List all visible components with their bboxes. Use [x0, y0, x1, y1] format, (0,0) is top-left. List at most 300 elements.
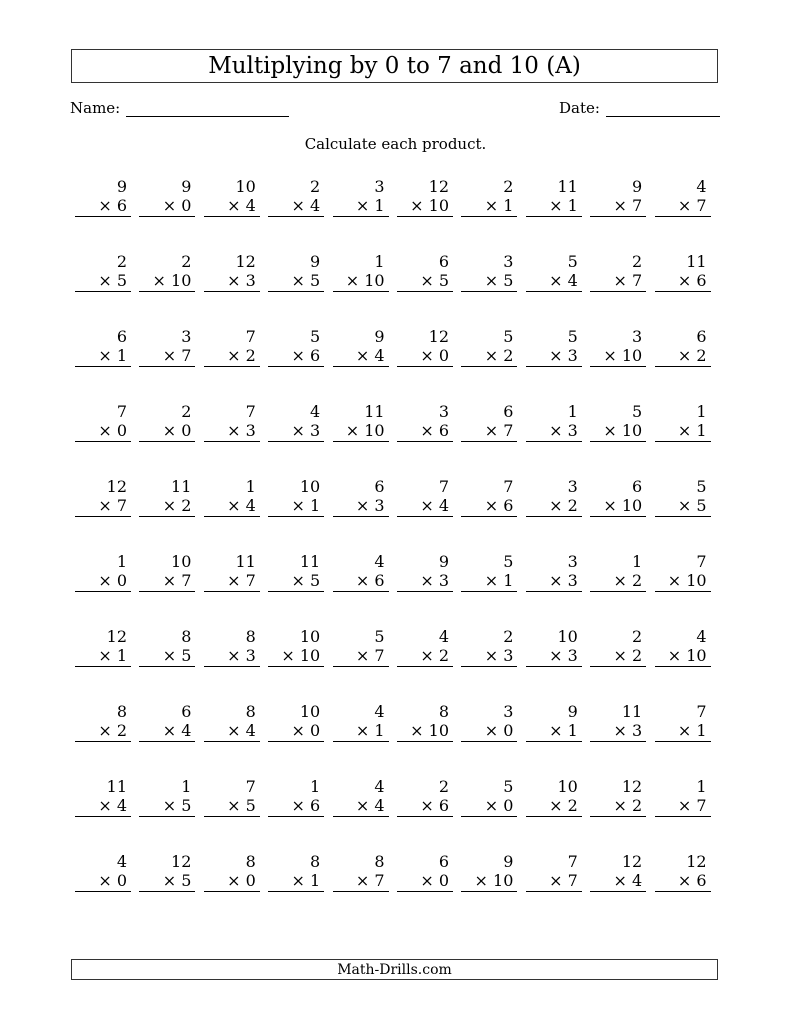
date-blank-line[interactable]: [606, 98, 720, 117]
multiplicand: 10: [557, 627, 578, 646]
multiplicand: 6: [374, 477, 385, 496]
multiplier: × 6: [333, 571, 389, 592]
multiplier: × 10: [655, 571, 711, 592]
problem-item: [139, 702, 195, 742]
multiplier: × 1: [655, 421, 711, 442]
multiplier: × 10: [333, 421, 389, 442]
problem-item: [655, 252, 711, 292]
problem-item: [268, 402, 324, 442]
multiplicand: 2: [503, 177, 514, 196]
multiplier: × 2: [590, 796, 646, 817]
multiplicand: 9: [310, 252, 321, 271]
multiplicand: 4: [374, 777, 385, 796]
problem-item: [590, 252, 646, 292]
multiplicand: 7: [245, 402, 256, 421]
multiplier: × 1: [655, 721, 711, 742]
multiplicand: 11: [686, 252, 707, 271]
multiplicand: 6: [696, 327, 707, 346]
multiplier: × 0: [461, 796, 517, 817]
multiplicand: 3: [567, 552, 578, 571]
multiplier: × 4: [397, 496, 453, 517]
problem-item: [75, 852, 131, 892]
problem-item: [397, 627, 453, 667]
problem-item: [268, 627, 324, 667]
multiplicand: 8: [438, 702, 449, 721]
multiplier: × 1: [333, 721, 389, 742]
multiplicand: 4: [374, 702, 385, 721]
multiplicand: 12: [171, 852, 192, 871]
problem-item: [139, 852, 195, 892]
multiplier: × 4: [333, 796, 389, 817]
multiplicand: 1: [567, 402, 578, 421]
multiplicand: 10: [171, 552, 192, 571]
problem-item: [75, 477, 131, 517]
name-label: Name:: [70, 99, 121, 117]
multiplier: × 3: [204, 646, 260, 667]
multiplier: × 3: [526, 571, 582, 592]
multiplicand: 12: [106, 627, 127, 646]
multiplier: × 3: [268, 421, 324, 442]
multiplicand: 5: [696, 477, 707, 496]
multiplier: × 4: [204, 196, 260, 217]
multiplicand: 3: [374, 177, 385, 196]
multiplicand: 2: [181, 402, 192, 421]
multiplicand: 9: [632, 177, 643, 196]
problem-item: [461, 252, 517, 292]
multiplicand: 12: [235, 252, 256, 271]
problem-item: [268, 477, 324, 517]
multiplicand: 4: [438, 627, 449, 646]
multiplicand: 5: [503, 777, 514, 796]
problem-item: [333, 327, 389, 367]
multiplier: × 10: [333, 271, 389, 292]
multiplier: × 7: [655, 196, 711, 217]
problem-item: [139, 177, 195, 217]
multiplicand: 10: [557, 777, 578, 796]
problem-item: [526, 327, 582, 367]
multiplier: × 0: [139, 196, 195, 217]
problem-item: [655, 177, 711, 217]
name-field: [70, 98, 289, 117]
multiplicand: 1: [310, 777, 321, 796]
multiplier: × 6: [655, 271, 711, 292]
multiplier: × 7: [333, 646, 389, 667]
multiplier: × 3: [397, 571, 453, 592]
multiplier: × 7: [590, 196, 646, 217]
multiplier: × 7: [590, 271, 646, 292]
problem-item: [333, 552, 389, 592]
multiplicand: 10: [235, 177, 256, 196]
problem-item: [204, 252, 260, 292]
multiplicand: 8: [181, 627, 192, 646]
multiplier: × 4: [139, 721, 195, 742]
multiplier: × 1: [333, 196, 389, 217]
multiplicand: 1: [181, 777, 192, 796]
multiplier: × 5: [268, 571, 324, 592]
multiplier: × 4: [526, 271, 582, 292]
problem-item: [461, 552, 517, 592]
problem-item: [590, 327, 646, 367]
problem-item: [204, 477, 260, 517]
multiplier: × 4: [204, 496, 260, 517]
problem-item: [75, 252, 131, 292]
problem-item: [204, 402, 260, 442]
multiplicand: 3: [632, 327, 643, 346]
multiplier: × 7: [75, 496, 131, 517]
problem-item: [590, 852, 646, 892]
problem-item: [204, 327, 260, 367]
multiplier: × 2: [526, 496, 582, 517]
problem-item: [397, 702, 453, 742]
multiplier: × 10: [268, 646, 324, 667]
footer: Math-Drills.com: [71, 959, 718, 980]
multiplier: × 0: [397, 346, 453, 367]
multiplier: × 2: [590, 571, 646, 592]
multiplicand: 1: [245, 477, 256, 496]
multiplier: × 10: [139, 271, 195, 292]
multiplicand: 7: [245, 777, 256, 796]
multiplier: × 1: [461, 196, 517, 217]
problem-item: [461, 777, 517, 817]
problem-item: [397, 552, 453, 592]
multiplier: × 3: [590, 721, 646, 742]
multiplier: × 3: [461, 646, 517, 667]
multiplier: × 10: [590, 496, 646, 517]
problem-item: [590, 627, 646, 667]
multiplicand: 10: [299, 627, 321, 646]
problem-item: [397, 477, 453, 517]
problem-item: [268, 552, 324, 592]
problem-item: [268, 327, 324, 367]
multiplicand: 5: [567, 252, 578, 271]
multiplier: × 10: [590, 421, 646, 442]
multiplier: × 4: [268, 196, 324, 217]
multiplier: × 5: [204, 796, 260, 817]
problem-item: [655, 327, 711, 367]
multiplier: × 1: [268, 496, 324, 517]
problem-item: [139, 777, 195, 817]
problem-item: [526, 627, 582, 667]
multiplier: × 7: [461, 421, 517, 442]
problem-item: [655, 552, 711, 592]
multiplier: × 7: [655, 796, 711, 817]
multiplicand: 1: [116, 552, 127, 571]
multiplier: × 10: [397, 721, 453, 742]
problem-item: [590, 177, 646, 217]
problem-item: [397, 327, 453, 367]
multiplier: × 0: [75, 871, 131, 892]
multiplier: × 10: [655, 646, 711, 667]
multiplier: × 10: [461, 871, 517, 892]
problem-item: [139, 402, 195, 442]
multiplicand: 5: [310, 327, 321, 346]
date-field: [559, 98, 720, 117]
problem-item: [526, 477, 582, 517]
problem-item: [204, 777, 260, 817]
multiplier: × 3: [526, 646, 582, 667]
multiplier: × 7: [526, 871, 582, 892]
problem-item: [397, 252, 453, 292]
problem-item: [461, 477, 517, 517]
multiplicand: 5: [503, 552, 514, 571]
multiplicand: 10: [299, 702, 321, 721]
multiplier: × 6: [268, 796, 324, 817]
multiplicand: 6: [632, 477, 643, 496]
problem-item: [204, 177, 260, 217]
multiplier: × 10: [590, 346, 646, 367]
problem-item: [204, 552, 260, 592]
problem-item: [461, 327, 517, 367]
multiplier: × 5: [268, 271, 324, 292]
multiplicand: 5: [632, 402, 643, 421]
multiplicand: 11: [621, 702, 643, 721]
multiplicand: 1: [632, 552, 643, 571]
problem-item: [204, 702, 260, 742]
multiplicand: 12: [686, 852, 707, 871]
multiplicand: 12: [621, 777, 643, 796]
multiplicand: 11: [299, 552, 321, 571]
name-blank-line[interactable]: [126, 98, 289, 117]
problem-item: [333, 477, 389, 517]
multiplicand: 3: [181, 327, 192, 346]
problem-item: [333, 252, 389, 292]
multiplier: × 6: [397, 796, 453, 817]
multiplier: × 3: [526, 421, 582, 442]
multiplicand: 8: [374, 852, 385, 871]
multiplier: × 5: [139, 871, 195, 892]
multiplier: × 0: [139, 421, 195, 442]
problem-item: [461, 402, 517, 442]
multiplicand: 8: [310, 852, 321, 871]
multiplier: × 1: [461, 571, 517, 592]
problem-item: [526, 252, 582, 292]
problem-item: [526, 777, 582, 817]
multiplicand: 5: [567, 327, 578, 346]
problem-item: [75, 627, 131, 667]
problem-item: [590, 477, 646, 517]
multiplicand: 11: [106, 777, 127, 796]
problem-item: [655, 852, 711, 892]
problem-item: [333, 852, 389, 892]
multiplicand: 4: [310, 402, 321, 421]
multiplicand: 8: [116, 702, 127, 721]
problem-item: [461, 627, 517, 667]
multiplier: × 2: [139, 496, 195, 517]
multiplicand: 7: [503, 477, 514, 496]
multiplicand: 11: [557, 177, 578, 196]
multiplicand: 1: [374, 252, 385, 271]
problem-item: [268, 252, 324, 292]
multiplier: × 0: [397, 871, 453, 892]
multiplier: × 0: [75, 421, 131, 442]
problem-item: [397, 402, 453, 442]
multiplier: × 1: [75, 646, 131, 667]
multiplier: × 0: [268, 721, 324, 742]
problem-item: [333, 177, 389, 217]
problem-item: [397, 777, 453, 817]
problem-item: [655, 777, 711, 817]
problem-item: [333, 702, 389, 742]
multiplicand: 6: [438, 852, 449, 871]
multiplier: × 0: [75, 571, 131, 592]
multiplier: × 1: [75, 346, 131, 367]
problem-item: [204, 852, 260, 892]
problem-item: [268, 702, 324, 742]
multiplier: × 1: [526, 196, 582, 217]
multiplicand: 11: [235, 552, 256, 571]
multiplicand: 10: [299, 477, 321, 496]
date-label: Date:: [559, 99, 600, 117]
problem-item: [655, 402, 711, 442]
problem-item: [526, 552, 582, 592]
multiplier: × 2: [397, 646, 453, 667]
multiplicand: 6: [438, 252, 449, 271]
multiplicand: 5: [374, 627, 385, 646]
multiplier: × 10: [397, 196, 453, 217]
multiplicand: 7: [696, 552, 707, 571]
multiplicand: 12: [106, 477, 127, 496]
problem-grid: [75, 177, 715, 897]
multiplier: × 2: [75, 721, 131, 742]
multiplier: × 3: [204, 271, 260, 292]
multiplier: × 6: [461, 496, 517, 517]
problem-item: [397, 852, 453, 892]
multiplicand: 4: [374, 552, 385, 571]
multiplicand: 1: [696, 402, 707, 421]
problem-item: [655, 702, 711, 742]
multiplier: × 3: [204, 421, 260, 442]
multiplier: × 5: [461, 271, 517, 292]
multiplicand: 9: [181, 177, 192, 196]
worksheet-title: Multiplying by 0 to 7 and 10 (A): [71, 49, 718, 83]
problem-item: [461, 852, 517, 892]
multiplicand: 6: [181, 702, 192, 721]
multiplier: × 2: [204, 346, 260, 367]
problem-item: [590, 402, 646, 442]
multiplier: × 4: [590, 871, 646, 892]
problem-item: [526, 177, 582, 217]
problem-item: [139, 627, 195, 667]
multiplicand: 9: [116, 177, 127, 196]
multiplier: × 7: [139, 571, 195, 592]
problem-item: [655, 477, 711, 517]
multiplicand: 8: [245, 852, 256, 871]
multiplier: × 0: [461, 721, 517, 742]
problem-item: [333, 627, 389, 667]
problem-item: [75, 327, 131, 367]
multiplier: × 2: [526, 796, 582, 817]
multiplicand: 2: [632, 627, 643, 646]
multiplier: × 5: [655, 496, 711, 517]
problem-item: [75, 402, 131, 442]
problem-item: [204, 627, 260, 667]
multiplicand: 11: [171, 477, 192, 496]
multiplicand: 5: [503, 327, 514, 346]
problem-item: [590, 702, 646, 742]
multiplicand: 7: [438, 477, 449, 496]
multiplicand: 2: [181, 252, 192, 271]
multiplier: × 4: [333, 346, 389, 367]
multiplicand: 8: [245, 702, 256, 721]
multiplier: × 7: [139, 346, 195, 367]
multiplier: × 7: [333, 871, 389, 892]
multiplier: × 2: [590, 646, 646, 667]
problem-item: [333, 402, 389, 442]
multiplier: × 0: [204, 871, 260, 892]
multiplicand: 2: [438, 777, 449, 796]
multiplicand: 2: [503, 627, 514, 646]
multiplier: × 5: [397, 271, 453, 292]
multiplicand: 2: [310, 177, 321, 196]
multiplier: × 4: [75, 796, 131, 817]
multiplier: × 6: [75, 196, 131, 217]
multiplicand: 7: [567, 852, 578, 871]
multiplicand: 7: [245, 327, 256, 346]
multiplicand: 4: [116, 852, 127, 871]
multiplier: × 5: [139, 796, 195, 817]
multiplier: × 4: [204, 721, 260, 742]
multiplicand: 6: [503, 402, 514, 421]
multiplicand: 2: [632, 252, 643, 271]
multiplicand: 3: [438, 402, 449, 421]
problem-item: [75, 777, 131, 817]
multiplicand: 9: [374, 327, 385, 346]
problem-item: [75, 552, 131, 592]
multiplier: × 3: [333, 496, 389, 517]
multiplier: × 6: [397, 421, 453, 442]
multiplier: × 5: [75, 271, 131, 292]
problem-item: [75, 702, 131, 742]
problem-item: [139, 252, 195, 292]
instructions: Calculate each product.: [304, 135, 487, 153]
problem-item: [526, 852, 582, 892]
multiplicand: 3: [503, 252, 514, 271]
multiplier: × 1: [268, 871, 324, 892]
multiplicand: 2: [116, 252, 127, 271]
problem-item: [333, 777, 389, 817]
multiplicand: 7: [116, 402, 127, 421]
multiplicand: 9: [567, 702, 578, 721]
multiplicand: 12: [428, 327, 449, 346]
problem-item: [268, 177, 324, 217]
multiplicand: 11: [364, 402, 385, 421]
multiplicand: 9: [438, 552, 449, 571]
multiplier: × 2: [461, 346, 517, 367]
multiplier: × 6: [268, 346, 324, 367]
multiplier: × 3: [526, 346, 582, 367]
multiplicand: 1: [696, 777, 707, 796]
problem-item: [590, 552, 646, 592]
multiplicand: 4: [696, 627, 707, 646]
problem-item: [75, 177, 131, 217]
problem-item: [139, 327, 195, 367]
problem-item: [268, 777, 324, 817]
multiplier: × 5: [139, 646, 195, 667]
multiplicand: 3: [567, 477, 578, 496]
multiplier: × 6: [655, 871, 711, 892]
problem-item: [526, 702, 582, 742]
problem-item: [139, 552, 195, 592]
problem-item: [139, 477, 195, 517]
multiplicand: 12: [621, 852, 643, 871]
multiplicand: 12: [428, 177, 449, 196]
problem-item: [655, 627, 711, 667]
problem-item: [397, 177, 453, 217]
problem-item: [461, 177, 517, 217]
multiplicand: 9: [503, 852, 514, 871]
multiplicand: 7: [696, 702, 707, 721]
multiplicand: 6: [116, 327, 127, 346]
